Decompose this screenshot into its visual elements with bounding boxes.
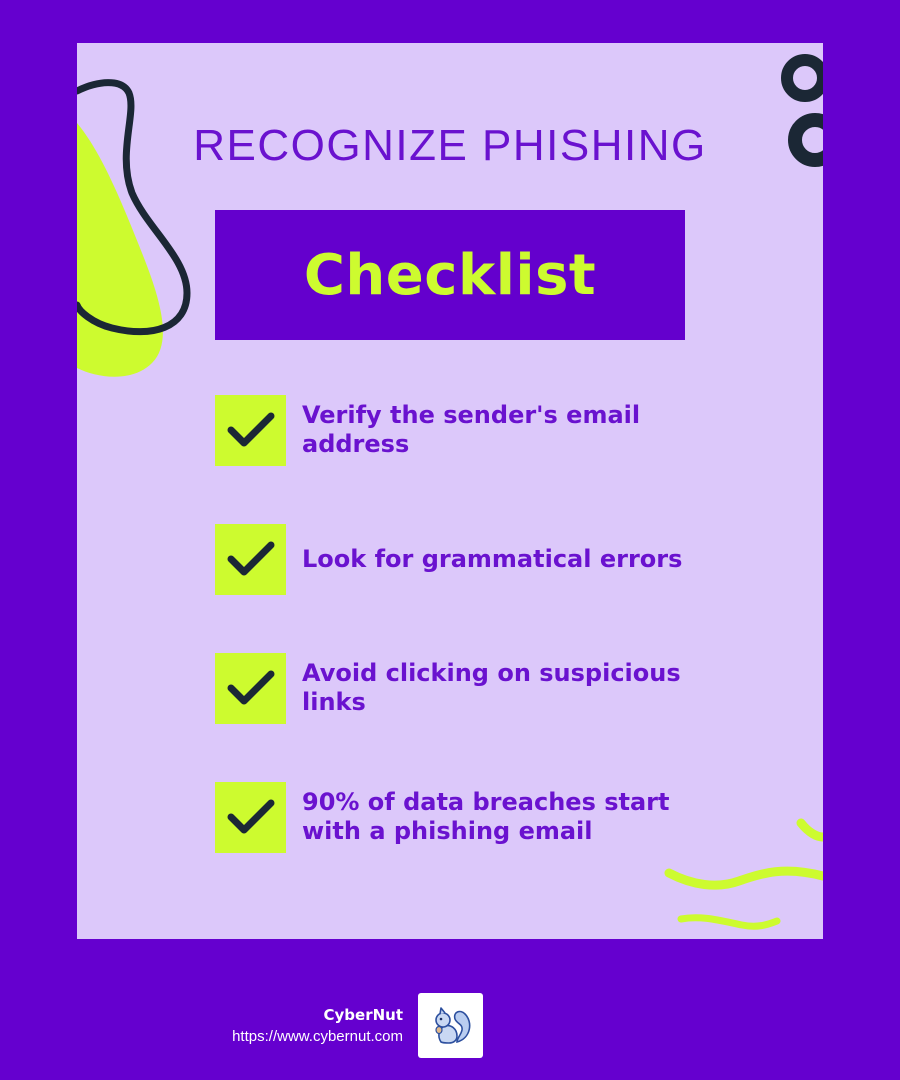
lime-squiggle-3 (801, 823, 823, 837)
checkbox (215, 524, 286, 595)
lime-squiggle-1 (669, 871, 823, 885)
checklist-card (77, 43, 823, 939)
checklist-item-text: 90% of data breaches start with a phishing email (302, 788, 670, 845)
checkmark-icon (226, 797, 276, 837)
checkmark-icon (226, 539, 276, 579)
checklist-item (215, 394, 695, 466)
checkbox (215, 782, 286, 853)
checkbox (215, 653, 286, 724)
checkbox (215, 395, 286, 466)
checkmark-icon (226, 410, 276, 450)
dark-ring-top (787, 60, 823, 96)
checkmark-icon (226, 668, 276, 708)
squirrel-icon (427, 1002, 475, 1050)
brand-logo[interactable] (418, 993, 483, 1058)
footer (0, 993, 900, 1059)
footer-url-link[interactable]: https://www.cybernut.com (232, 1028, 403, 1045)
banner-title: Checklist (303, 242, 597, 308)
checklist-item-text: Verify the sender's email address (302, 401, 641, 458)
checklist-item-text: Avoid clicking on suspicious links (302, 659, 681, 716)
footer-brand: CyberNut (323, 1006, 403, 1024)
checklist-item (215, 523, 695, 595)
checklist-item-text: Look for grammatical errors (302, 544, 683, 573)
dark-loop-left (77, 83, 187, 332)
lime-squiggle-2 (681, 918, 777, 927)
checklist-item (215, 652, 695, 724)
page-title: RECOGNIZE PHISHING (193, 121, 707, 170)
checklist-banner (215, 210, 685, 340)
checklist-item (215, 781, 695, 853)
